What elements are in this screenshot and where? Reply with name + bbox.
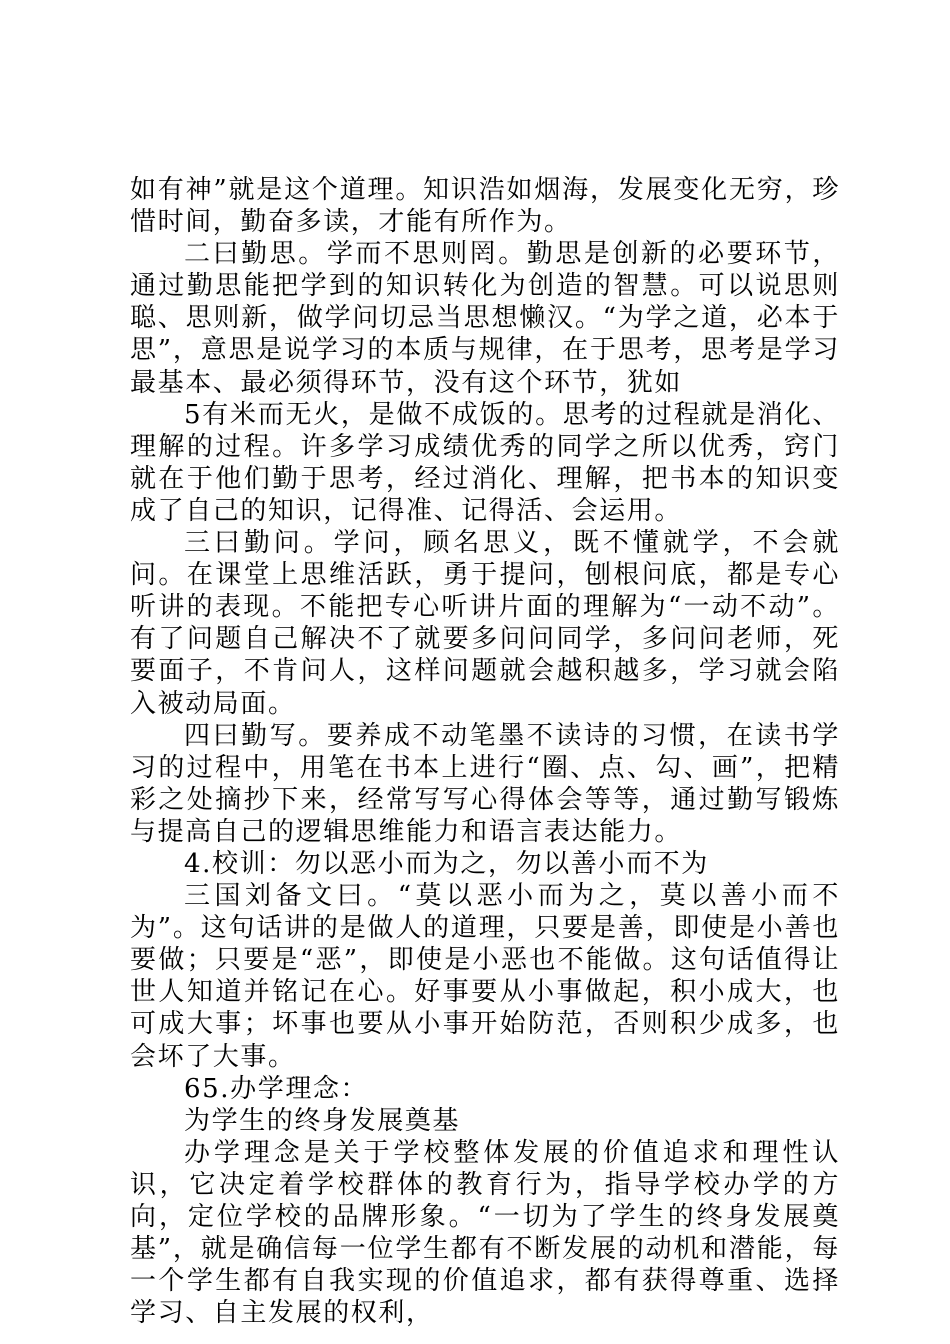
paragraph-10: 办学理念是关于学校整体发展的价值追求和理性认识，它决定着学校群体的教育行为，指导学校办学的方向，定位学校的品牌形象。“一切为了学生的终身发展奠基”，就是确信每一位学生都有不断发展的动机和潜能，每一个学生都有自我实现的价值追求，都有获得尊重、选择学习、自主发展的权利， — [130, 1137, 840, 1329]
paragraph-4: 三曰勤问。学问，顾名思义，既不懂就学，不会就问。在课堂上思维活跃，勇于提问，刨根问底，都是专心听讲的表现。不能把专心听讲片面的理解为“一动不动”。有了问题自己解决不了就要多问问同学，多问问老师，死要面子，不肯问人，这样问题就会越积越多，学习就会陷入被动局面。 — [130, 528, 840, 719]
section-heading-philosophy: 65.办学理念： — [184, 1073, 369, 1104]
paragraph-1: 如有神”就是这个道理。知识浩如烟海，发展变化无穷，珍惜时间，勤奋多读，才能有所作为。 — [130, 175, 840, 238]
paragraph-3: 5有米而无火，是做不成饭的。思考的过程就是消化、理解的过程。许多学习成绩优秀的同学之所以优秀，窍门就在于他们勤于思考，经过消化、理解，把书本的知识变成了自己的知识，记得准、记得活、会运用。 — [130, 399, 840, 526]
philosophy-title: 为学生的终身发展奠基 — [184, 1105, 461, 1136]
paragraph-5: 四曰勤写。要养成不动笔墨不读诗的习惯，在读书学习的过程中，用笔在书本上进行“圈、点、勾、画”，把精彩之处摘抄下来，经常写写心得体会等等，通过勤写锻炼与提高自己的逻辑思维能力和语言表达能力。 — [130, 720, 840, 847]
document-body — [130, 174, 840, 1329]
section-heading-motto: 4.校训：勿以恶小而为之，勿以善小而不为 — [184, 848, 709, 879]
paragraph-2: 二曰勤思。学而不思则罔。勤思是创新的必要环节，通过勤思能把学到的知识转化为创造的智慧。可以说思则聪、思则新，做学问切忌当思想懒汉。“为学之道，必本于思”，意思是说学习的本质与规律，在于思考，思考是学习最基本、最必须得环节，没有这个环节，犹如 — [130, 239, 840, 398]
paragraph-7: 三国刘备文曰。“莫以恶小而为之，莫以善小而不为”。这句话讲的是做人的道理，只要是善，即使是小善也要做；只要是“恶”，即使是小恶也不能做。这句话值得让世人知道并铭记在心。好事要从小事做起，积小成大，也可成大事；坏事也要从小事开始防范，否则积少成多，也会坏了大事。 — [130, 881, 840, 1072]
